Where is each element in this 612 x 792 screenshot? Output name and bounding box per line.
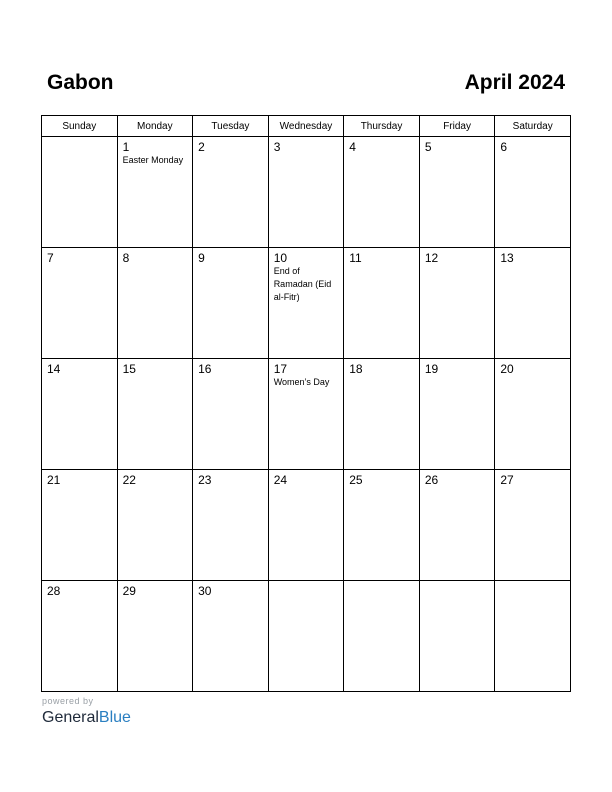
week-row	[42, 470, 571, 581]
weekday-saturday: Saturday	[495, 116, 571, 137]
day-cell	[344, 359, 420, 470]
holiday-label: End of Ramadan (Eid al-Fitr)	[273, 266, 332, 302]
day-number: 24	[273, 473, 288, 487]
footer	[42, 696, 131, 728]
day-number	[269, 581, 344, 584]
day-number: 8	[122, 251, 130, 265]
day-number: 13	[500, 251, 514, 265]
day-cell	[42, 248, 118, 359]
day-cell	[193, 248, 269, 359]
week-row	[42, 248, 571, 359]
day-number: 28	[47, 584, 61, 598]
day-cell	[268, 248, 344, 359]
weekday-friday: Friday	[419, 116, 495, 137]
day-cell	[344, 470, 420, 581]
day-cell	[268, 581, 344, 692]
day-number: 27	[500, 473, 514, 487]
day-cell	[268, 470, 344, 581]
day-cell	[419, 137, 495, 248]
day-cell	[495, 359, 571, 470]
weekday-monday: Monday	[117, 116, 193, 137]
day-number: 25	[349, 473, 363, 487]
day-cell	[495, 470, 571, 581]
day-cell	[495, 137, 571, 248]
day-cell	[117, 137, 193, 248]
brand-blue: Blue	[98, 709, 131, 726]
day-number: 26	[424, 473, 439, 487]
day-number: 22	[122, 473, 136, 487]
day-number: 4	[349, 140, 356, 154]
calendar-grid	[41, 115, 571, 692]
month-title: April 2024	[464, 71, 565, 94]
day-number: 17	[273, 362, 288, 376]
weekday-header-row	[42, 116, 571, 137]
day-cell	[193, 137, 269, 248]
weekday-tuesday: Tuesday	[193, 116, 269, 137]
day-number: 18	[349, 362, 363, 376]
day-number: 29	[122, 584, 136, 598]
day-cell	[42, 137, 118, 248]
day-cell	[42, 470, 118, 581]
day-number	[344, 581, 419, 584]
day-cell	[117, 359, 193, 470]
day-cell	[344, 581, 420, 692]
day-number: 12	[424, 251, 439, 265]
weekday-sunday: Sunday	[42, 116, 118, 137]
day-number: 19	[424, 362, 439, 376]
day-number: 6	[500, 140, 508, 154]
day-cell	[117, 470, 193, 581]
day-cell	[419, 470, 495, 581]
day-cell	[193, 470, 269, 581]
day-number: 14	[47, 362, 61, 376]
day-number	[420, 581, 495, 584]
day-cell	[193, 359, 269, 470]
week-row	[42, 359, 571, 470]
holiday-label: Women’s Day	[273, 377, 330, 387]
day-number: 15	[122, 362, 136, 376]
day-number: 10	[273, 251, 288, 265]
day-number: 21	[47, 473, 61, 487]
day-number: 7	[47, 251, 54, 265]
day-cell	[268, 359, 344, 470]
day-cell	[268, 137, 344, 248]
weekday-thursday: Thursday	[344, 116, 420, 137]
day-number: 30	[198, 584, 212, 598]
day-cell	[117, 581, 193, 692]
brand-general: General	[42, 709, 99, 726]
powered-by-label: powered by	[42, 696, 94, 706]
day-number: 9	[198, 251, 205, 265]
day-cell	[42, 581, 118, 692]
day-number: 11	[349, 251, 362, 265]
day-cell	[419, 248, 495, 359]
day-cell	[419, 581, 495, 692]
day-number: 2	[198, 140, 205, 154]
day-cell	[42, 359, 118, 470]
day-cell	[117, 248, 193, 359]
country-title: Gabon	[47, 71, 114, 94]
day-number: 23	[198, 473, 212, 487]
generalblue-logo[interactable]	[42, 708, 131, 728]
day-number	[42, 137, 117, 140]
day-number: 1	[122, 140, 130, 154]
day-cell	[344, 137, 420, 248]
day-number: 16	[198, 362, 212, 376]
weekday-wednesday: Wednesday	[268, 116, 344, 137]
day-cell	[495, 581, 571, 692]
day-number	[495, 581, 570, 584]
day-cell	[193, 581, 269, 692]
holiday-label: Easter Monday	[122, 155, 184, 165]
day-number: 20	[500, 362, 514, 376]
day-cell	[419, 359, 495, 470]
day-number: 5	[424, 140, 432, 154]
week-row	[42, 581, 571, 692]
week-row	[42, 137, 571, 248]
day-cell	[344, 248, 420, 359]
day-cell	[495, 248, 571, 359]
day-number: 3	[273, 140, 281, 154]
